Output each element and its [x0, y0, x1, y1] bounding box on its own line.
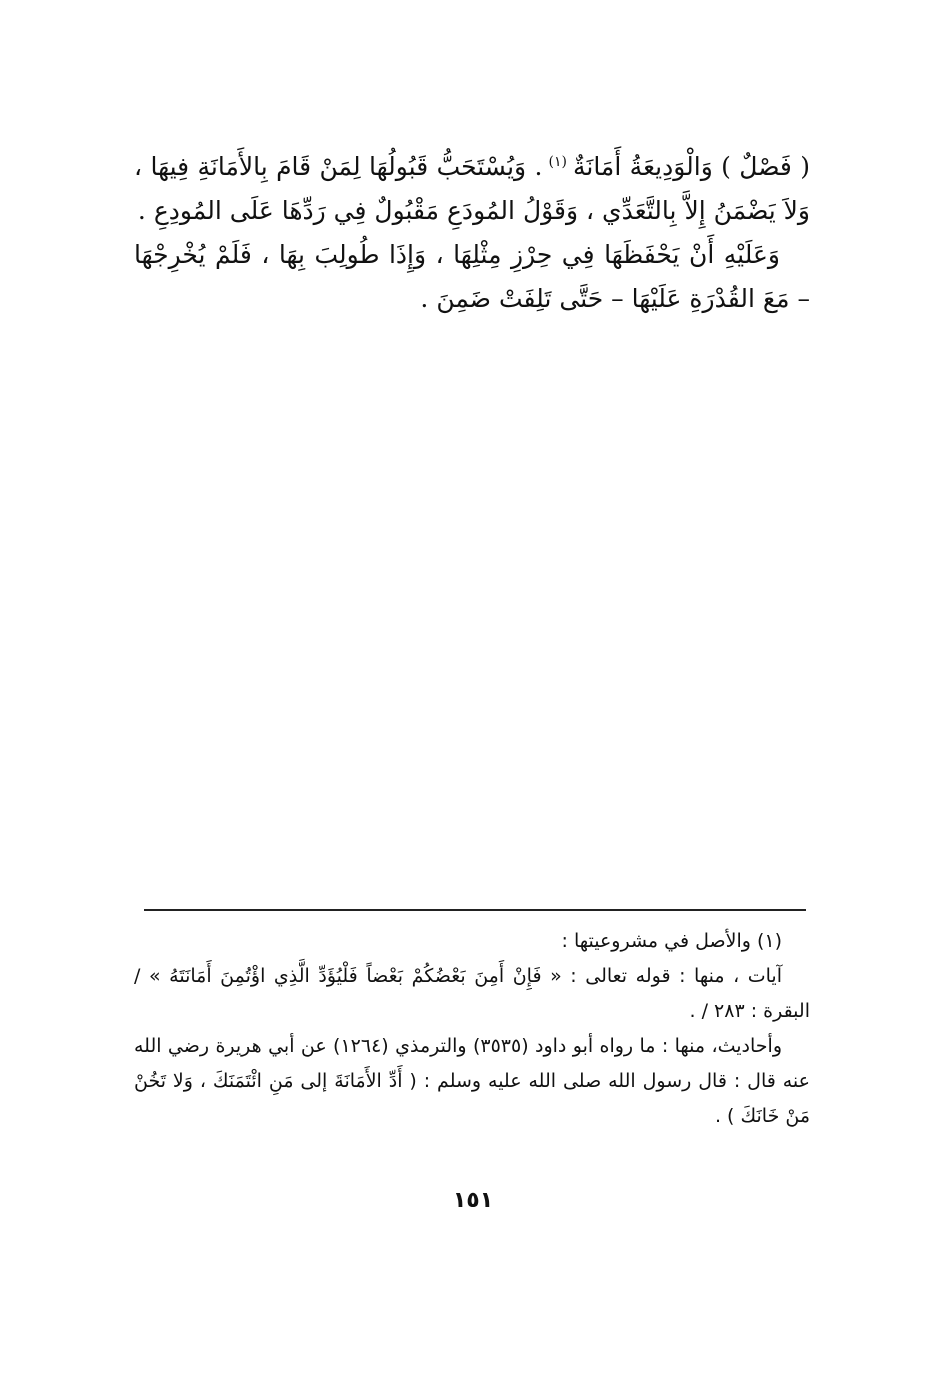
paragraph-safekeeping: وَعَلَيْهِ أَنْ يَحْفَظَهَا فِي حِرْزِ مِثْلِهَا ، وَإِذَا طُولِبَ بِهَا ، فَلَمْ يُخْرِجْهَا – مَعَ القُدْرَةِ عَلَيْهَا – حَتَّى تَلِفَتْ ضَمِنَ .	[134, 240, 810, 313]
footnote-heading: (١) والأصل في مشروعيتها :	[561, 930, 782, 952]
footnotes	[134, 924, 810, 1134]
footnote-reference: (١)	[548, 154, 567, 170]
page-number: ١٥١	[452, 1188, 494, 1213]
paragraph-1-start: ( فَصْلٌ ) وَالْوَدِيعَةُ أَمَانَةٌ	[572, 152, 811, 181]
footnote-divider	[144, 909, 806, 911]
footnote-verses: آيات ، منها : قوله تعالى : « فَإِنْ أَمِنَ بَعْضُكُمْ بَعْضاً فَلْيُؤَدِّ الَّذِي اؤْتُمِنَ أَمَانَتَهُ » / البقرة : ٢٨٣ / .	[134, 965, 810, 1022]
paragraph-deposit-chapter	[134, 140, 810, 233]
paragraph-1-rest: . وَيُسْتَحَبُّ قَبُولُهَا لِمَنْ قَامَ بِالأَمَانَةِ فِيهَا ، وَلاَ يَضْمَنُ إِلاَّ بِالتَّعَدِّي ، وَقَوْلُ المُودَعِ مَقْبُولٌ فِي رَدِّهَا عَلَى المُودِعِ .	[134, 152, 810, 225]
main-text	[134, 140, 810, 321]
footnote-hadith: وأحاديث، منها : ما رواه أبو داود (٣٥٣٥) والترمذي (١٢٦٤) عن أبي هريرة رضي الله عنه قال : قال رسول الله صلى الله عليه وسلم : ( أَدِّ الأَمَانَةَ إلى مَنِ ائْتَمَنَكَ ، وَلا تَخُنْ مَنْ خَانَكَ ) .	[134, 1035, 810, 1127]
